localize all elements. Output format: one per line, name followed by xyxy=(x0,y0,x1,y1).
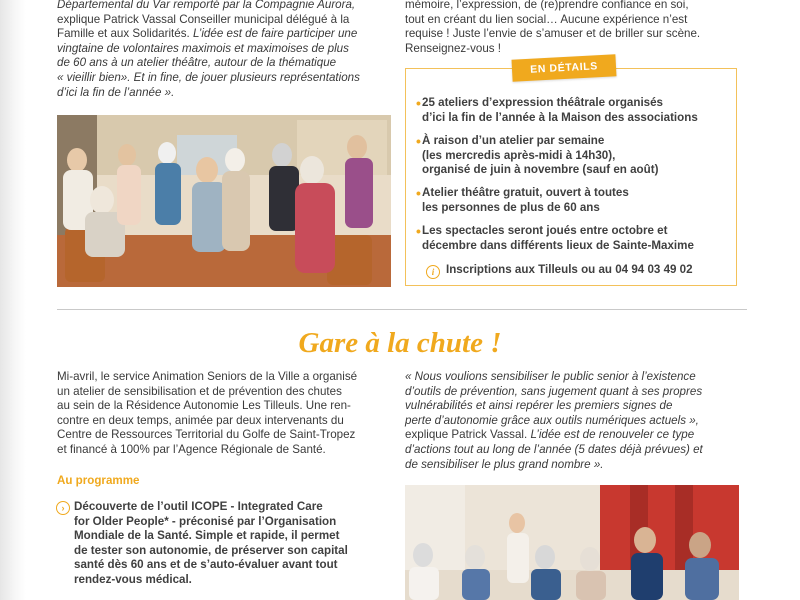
text-line: un atelier de sensibilisation et de prévention des chutes xyxy=(57,384,342,398)
bullet-dot-icon: • xyxy=(416,133,421,149)
text-line: « Nous voulions sensibiliser le public senior à l’existence xyxy=(405,370,696,383)
text-line: d’actions tout au long de l’année (5 dates déjà prévues) et xyxy=(405,442,703,456)
details-item xyxy=(416,185,732,215)
text-line: Départemental du Var remporté par la Compagnie Aurora, xyxy=(57,0,356,11)
photo-fall-prevention-image xyxy=(405,485,739,600)
article1-left-text xyxy=(57,0,391,100)
photo-theatre-workshop xyxy=(57,115,391,287)
info-icon: i xyxy=(426,265,440,279)
text-span: L’idée est de renouveler ce type xyxy=(530,428,695,442)
text-line: Mi-avril, le service Animation Seniors de la Ville a organisé xyxy=(57,370,358,383)
text-line: « vieillir bien». Et in fine, de jouer plusieurs représentations xyxy=(57,70,360,84)
chevron-right-icon: › xyxy=(56,501,70,515)
article2-left-text xyxy=(57,370,391,458)
details-item-line: 25 ateliers d’expression théâtrale organisés xyxy=(422,96,664,109)
text-line: d’outils de prévention, sans jugement quant à ses propres xyxy=(405,384,703,398)
text-span: Famille et aux Solidarités. xyxy=(57,27,193,41)
text-line xyxy=(57,27,391,42)
text-line: vingtaine de volontaires maximois et maximoises de plus xyxy=(57,41,349,55)
text-line: de 60 ans à un atelier théâtre, autour de la thématique xyxy=(57,56,337,70)
bullet-dot-icon: • xyxy=(416,95,421,111)
text-line: perte d’autonomie grâce aux outils numériques actuels », xyxy=(405,413,699,427)
text-line: contre en deux temps, animée par deux intervenants du xyxy=(57,413,344,427)
program-item-line: de tester son autonomie, de préserver son capital xyxy=(74,543,348,557)
program-item xyxy=(74,500,374,588)
text-span: L’idée est de faire participer une xyxy=(192,27,358,41)
photo-fall-prevention xyxy=(405,485,739,600)
photo-theatre-workshop-image xyxy=(57,115,391,287)
bullet-dot-icon: • xyxy=(416,223,421,239)
section-divider xyxy=(57,309,747,310)
details-item-line: organisé de juin à novembre (sauf en août) xyxy=(422,163,659,177)
text-span: explique Patrick Vassal. xyxy=(405,428,531,442)
article2-right-text xyxy=(405,370,739,472)
text-line: tout en créant du lien social… Aucune expérience n’est xyxy=(405,12,688,26)
details-item-line: Les spectacles seront joués entre octobre et xyxy=(422,224,668,237)
program-item-line: Découverte de l’outil ICOPE - Integrated Care xyxy=(74,500,323,513)
details-item-line: À raison d’un atelier par semaine xyxy=(422,134,605,147)
text-line: explique Patrick Vassal Conseiller municipal délégué à la xyxy=(57,12,350,26)
details-badge: EN DÉTAILS xyxy=(511,54,616,81)
program-heading: Au programme xyxy=(57,474,140,487)
page-gutter xyxy=(0,0,26,600)
bullet-dot-icon: • xyxy=(416,185,421,201)
program-item-line: rendez-vous médical. xyxy=(74,572,192,586)
details-item xyxy=(416,95,732,125)
text-line: vulnérabilités et ainsi repérer les premiers signes de xyxy=(405,399,673,413)
text-line xyxy=(405,428,739,443)
details-item-line: Atelier théâtre gratuit, ouvert à toutes xyxy=(422,186,629,199)
article1-right-text xyxy=(405,0,739,56)
registration-info xyxy=(426,263,693,279)
text-line: d’ici la fin de l’année ». xyxy=(57,85,175,99)
text-line: et financé à 100% par l’Agence Régionale de Santé. xyxy=(57,442,326,456)
details-item-line: les personnes de plus de 60 ans xyxy=(422,200,600,214)
program-item-line: santé dès 60 ans et de s’auto-évaluer avant tout xyxy=(74,558,338,572)
registration-text: Inscriptions aux Tilleuls ou au 04 94 03 49 02 xyxy=(446,263,693,276)
details-item-line: décembre dans différents lieux de Sainte-Maxime xyxy=(422,238,694,252)
details-item xyxy=(416,133,732,178)
details-item xyxy=(416,223,732,253)
program-item-line: Mondiale de la Santé. Simple et rapide, il permet xyxy=(74,529,340,543)
text-line: Centre de Ressources Territorial du Golfe de Saint-Tropez xyxy=(57,428,356,442)
program-item-line: for Older People* - préconisé par l’Organisation xyxy=(74,514,337,528)
text-line: Renseignez-vous ! xyxy=(405,41,502,55)
details-item-line: d’ici la fin de l’année à la Maison des associations xyxy=(422,110,698,124)
text-line: mémoire, l’expression, de (re)prendre confiance en soi, xyxy=(405,0,689,11)
article2-headline: Gare à la chute ! xyxy=(298,327,502,359)
text-line: au sein de la Résidence Autonomie Les Tilleuls. Une ren- xyxy=(57,399,351,413)
details-item-line: (les mercredis après-midi à 14h30), xyxy=(422,148,616,162)
text-line: requise ! Juste l’envie de s’amuser et de briller sur scène. xyxy=(405,27,701,41)
text-line: de sensibiliser le plus grand nombre ». xyxy=(405,457,604,471)
